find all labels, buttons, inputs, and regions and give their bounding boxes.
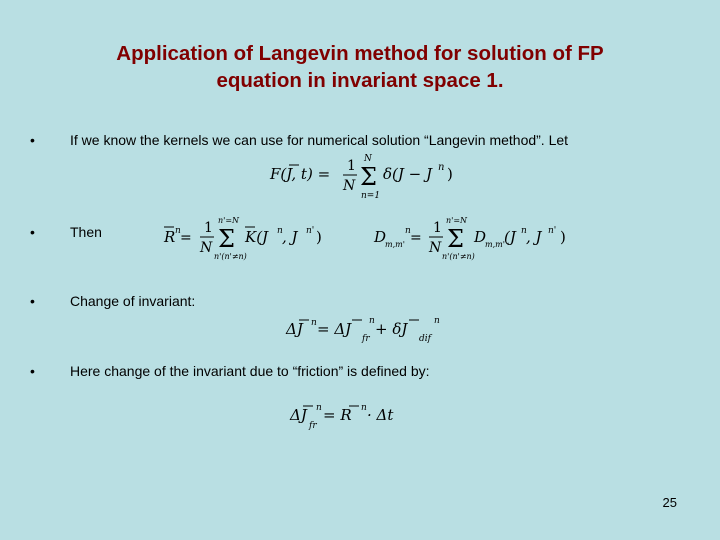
bullet-marker: • bbox=[30, 224, 35, 240]
bullet-text-1: If we know the kernels we can use for numerical solution “Langevin method”. Let bbox=[70, 132, 569, 148]
eq2b-den: N bbox=[429, 240, 442, 256]
eq3-sub1: fr bbox=[362, 334, 370, 344]
eq1-sigma: Σ bbox=[360, 163, 377, 191]
eq2b-open: (J bbox=[504, 228, 516, 246]
eq3-plus: + δJ bbox=[375, 320, 408, 338]
eq2a-sum-upper: n'=N bbox=[218, 216, 240, 225]
eq2b-close: ) bbox=[560, 228, 566, 246]
eq1-body: δ(J − J bbox=[383, 165, 433, 183]
eq4-lhs-sub: fr bbox=[309, 421, 317, 431]
bullet-marker: • bbox=[30, 132, 35, 148]
eq2a-sup2: n' bbox=[306, 226, 315, 236]
title-line-2: equation in invariant space 1. bbox=[216, 69, 504, 92]
eq2a-body: K(J bbox=[245, 228, 269, 246]
eq2b-num: 1 bbox=[433, 220, 442, 236]
eq2b-sigma: Σ bbox=[447, 225, 464, 253]
eq1-sum-lower: n=1 bbox=[361, 191, 381, 201]
equation-invariant-change bbox=[283, 310, 453, 346]
eq2b-sup1: n bbox=[521, 226, 527, 236]
eq2a-close: ) bbox=[316, 228, 322, 246]
equation-diffusion-tensor bbox=[370, 212, 570, 264]
eq2b-comma: , J bbox=[526, 228, 542, 246]
eq4-lhs: ΔJ bbox=[290, 406, 307, 424]
eq2a-lhs-sup: n bbox=[175, 226, 181, 236]
bullet-text-2: Then bbox=[70, 224, 102, 240]
eq4-lhs-sup: n bbox=[316, 403, 322, 413]
eq2a-num: 1 bbox=[204, 220, 213, 236]
eq2b-lhs-sup: n bbox=[405, 226, 411, 236]
eq1-den: N bbox=[343, 178, 356, 194]
eq2b-sum-upper: n'=N bbox=[446, 216, 468, 225]
eq2a-sup1: n bbox=[277, 226, 283, 236]
eq4-tail: · Δt bbox=[367, 406, 394, 424]
bullet-text-3: Change of invariant: bbox=[70, 293, 196, 309]
eq1-close: ) bbox=[447, 165, 453, 183]
eq2b-lhs-sub: m,m' bbox=[385, 240, 405, 249]
eq3-lhs-sup: n bbox=[311, 318, 317, 328]
bullet-marker: • bbox=[30, 363, 35, 379]
eq2b-lhs: D bbox=[374, 228, 387, 246]
eq2b-eq: = bbox=[410, 230, 422, 246]
eq2a-sigma: Σ bbox=[218, 225, 235, 253]
eq2a-sum-lower: n'(n'≠n) bbox=[214, 252, 247, 261]
eq1-num: 1 bbox=[347, 158, 356, 174]
page-number: 25 bbox=[662, 495, 677, 510]
bullet-marker: • bbox=[30, 293, 35, 309]
equation-distribution bbox=[265, 152, 465, 202]
title-line-1: Application of Langevin method for solution of FP bbox=[116, 42, 604, 65]
eq1-sum-upper: N bbox=[364, 154, 372, 164]
eq2a-comma: , J bbox=[282, 228, 298, 246]
slide-title bbox=[40, 40, 680, 94]
eq2b-body: D bbox=[474, 228, 487, 246]
eq2b-sup2: n' bbox=[548, 226, 557, 236]
eq3-sup2: n bbox=[434, 316, 440, 326]
eq1-lhs: F(J, t) = bbox=[270, 165, 331, 183]
eq2a-eq: = bbox=[180, 230, 192, 246]
equation-friction-vector bbox=[160, 212, 330, 264]
bullet-text-4: Here change of the invariant due to “friction” is defined by: bbox=[70, 363, 430, 379]
eq3-sub2: dif bbox=[419, 334, 431, 344]
eq2a-den: N bbox=[200, 240, 213, 256]
eq3-eq: = ΔJ bbox=[317, 320, 352, 338]
eq3-sup1: n bbox=[369, 316, 375, 326]
eq3-lhs: ΔJ bbox=[286, 320, 303, 338]
eq4-rhs-sup: n bbox=[361, 403, 367, 413]
equation-friction-change bbox=[287, 398, 417, 434]
eq2b-sum-lower: n'(n'≠n) bbox=[442, 252, 475, 261]
eq4-eq: = R bbox=[323, 406, 352, 424]
eq2b-body-sub: m,m' bbox=[485, 240, 505, 249]
eq1-body-sup: n bbox=[438, 162, 445, 173]
eq2a-lhs: R bbox=[164, 228, 176, 246]
